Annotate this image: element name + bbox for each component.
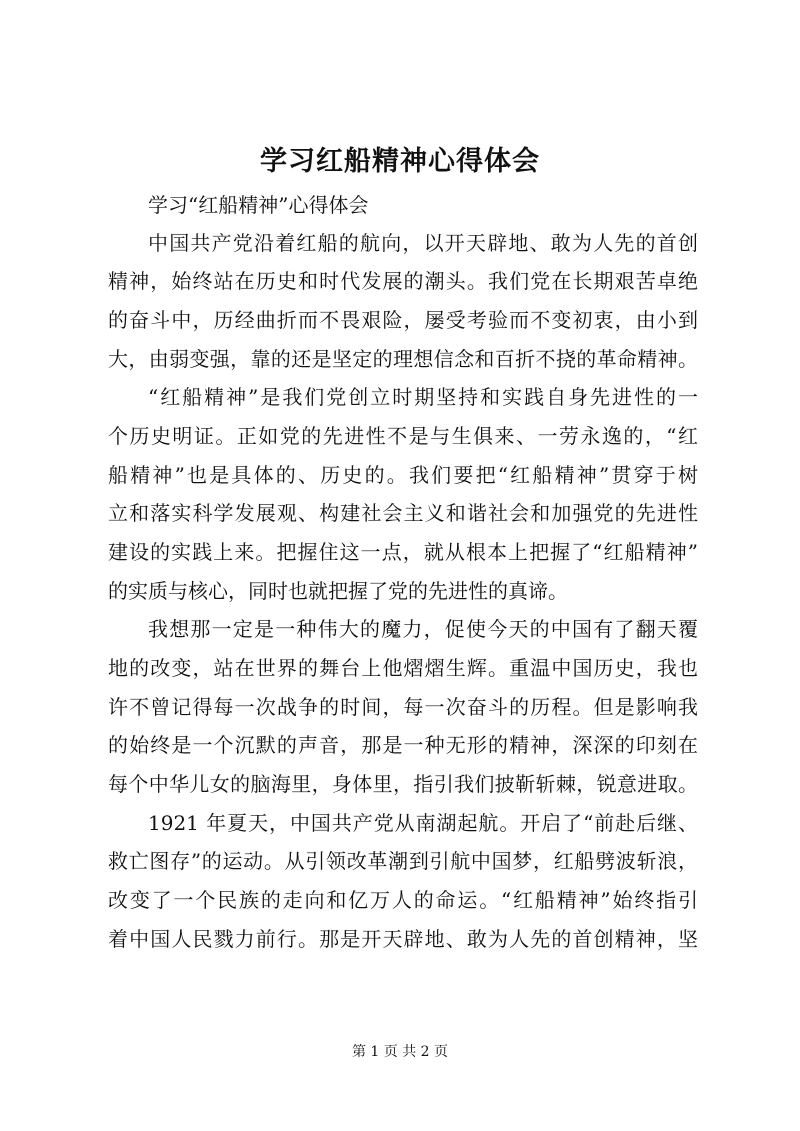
paragraph-line: 中国共产党沿着红船的航向，以开天辟地、敢为人先的首创: [148, 231, 698, 255]
paragraph-line: 着中国人民戮力前行。那是开天辟地、敢为人先的首创精神，坚: [108, 927, 698, 951]
paragraph-line: 1921 年夏天，中国共产党从南湖起航。开启了“前赴后继、: [148, 811, 698, 835]
paragraph-line: 我想那一定是一种伟大的魔力，促使今天的中国有了翻天覆: [148, 617, 698, 641]
paragraph-line: 建设的实践上来。把握住这一点，就从根本上把握了“红船精神”: [108, 540, 698, 564]
paragraph-line: 精神，始终站在历史和时代发展的潮头。我们党在长期艰苦卓绝: [108, 269, 698, 293]
document-subtitle: 学习“红船精神”心得体会: [148, 193, 369, 217]
paragraph-line: 船精神”也是具体的、历史的。我们要把“红船精神”贯穿于树: [108, 463, 698, 487]
paragraph-line: 个历史明证。正如党的先进性不是与生俱来、一劳永逸的，“红: [108, 424, 698, 448]
paragraph-line: 立和落实科学发展观、构建社会主义和谐社会和加强党的先进性: [108, 501, 698, 525]
paragraph-line: 地的改变，站在世界的舞台上他熠熠生辉。重温中国历史，我也: [108, 656, 698, 680]
paragraph-line: 的实质与核心，同时也就把握了党的先进性的真谛。: [108, 579, 568, 603]
paragraph-line: 救亡图存”的运动。从引领改革潮到引航中国梦，红船劈波斩浪，: [108, 849, 698, 873]
document-title: 学习红船精神心得体会: [260, 146, 540, 177]
paragraph-line: 改变了一个民族的走向和亿万人的命运。“红船精神”始终指引: [108, 888, 698, 912]
page-number-footer: 第 1 页 共 2 页: [351, 1044, 449, 1060]
paragraph-line: 大，由弱变强，靠的还是坚定的理想信念和百折不挠的革命精神。: [108, 347, 698, 371]
paragraph-line: 每个中华儿女的脑海里，身体里，指引我们披靳斩棘，锐意进取。: [108, 772, 698, 796]
paragraph-line: 的奋斗中，历经曲折而不畏艰险，屡受考验而不变初衷，由小到: [108, 308, 698, 332]
paragraph-line: 的始终是一个沉默的声音，那是一种无形的精神，深深的印刻在: [108, 733, 698, 757]
paragraph-line: 许不曾记得每一次战争的时间，每一次奋斗的历程。但是影响我: [108, 695, 698, 719]
paragraph-line: “红船精神”是我们党创立时期坚持和实践自身先进性的一: [148, 385, 698, 409]
